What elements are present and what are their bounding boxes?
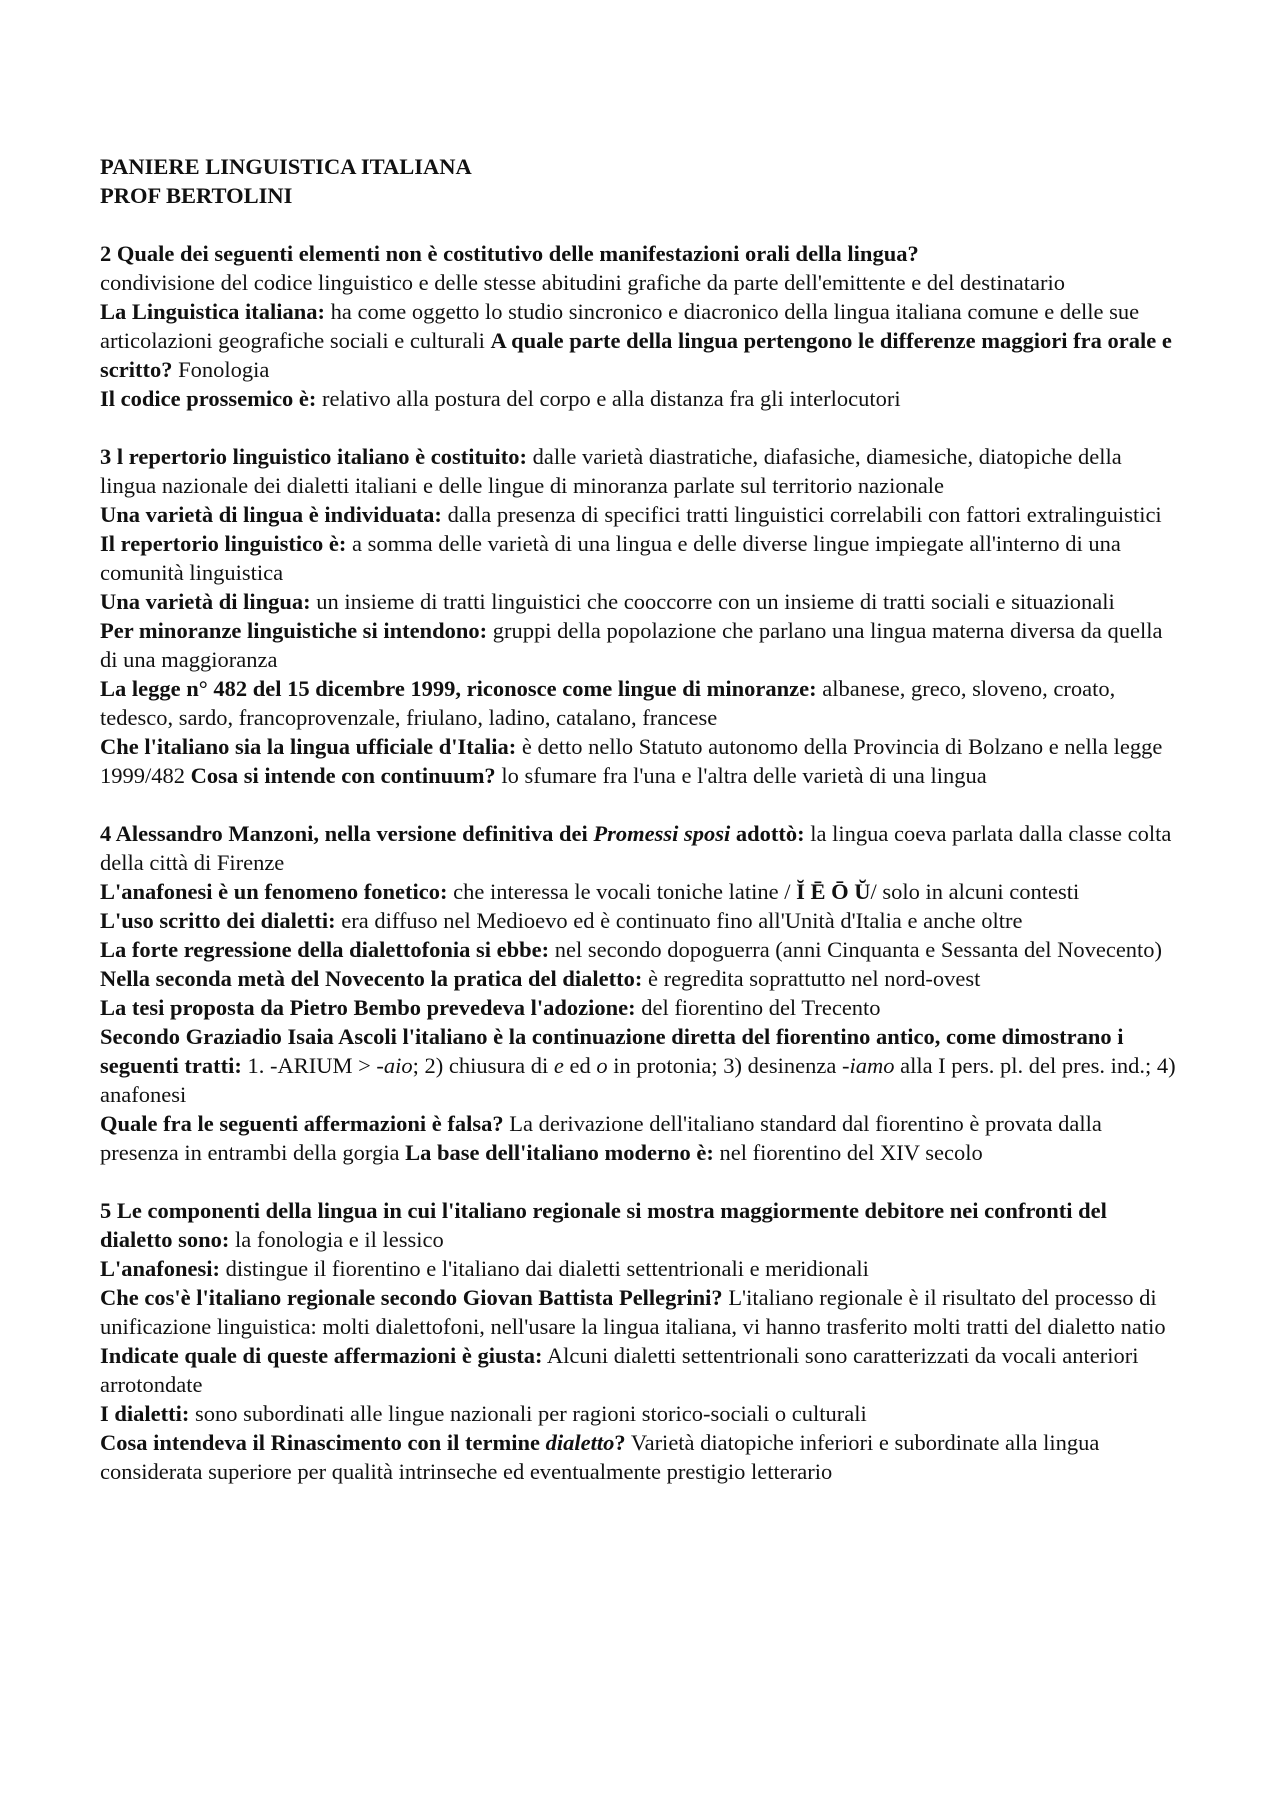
question: La Linguistica italiana: [100,299,326,324]
answer: che interessa le vocali toniche latine / [447,879,797,904]
answer: 1. -ARIUM > - [241,1053,384,1078]
question [100,1430,626,1455]
question: 3 l repertorio linguistico italiano è costituito: [100,444,528,469]
qa-item [100,1022,1180,1109]
answer-italic: e [553,1053,564,1078]
answer: la fonologia e il lessico [229,1227,444,1252]
question: La forte regressione della dialettofonia si ebbe: [100,937,550,962]
qa-item [100,1428,1180,1486]
question: Il codice prossemico è: [100,386,317,411]
answer: ed [563,1053,597,1078]
question: L'anafonesi è un fenomeno fonetico: [100,879,448,904]
qa-item [100,529,1180,587]
question-text: adottò: [730,821,805,846]
answer: in protonia; 3) desinenza - [607,1053,850,1078]
qa-item [100,384,1180,413]
question: La legge n° 482 del 15 dicembre 1999, riconosce come lingue di minoranze: [100,676,817,701]
qa-item [100,877,1180,906]
answer-italic: aio [383,1053,413,1078]
question: Per minoranze linguistiche si intendono: [100,618,488,643]
question: Indicate quale di queste affermazioni è giusta: [100,1343,543,1368]
qa-item [100,587,1180,616]
answer: albanese, greco, sloveno, croato, tedesco, sardo, francoprovenzale, friulano, ladino, catalano, francese [100,676,1116,730]
answer-bold: Ĭ Ē Ō Ŭ [796,879,871,904]
answer: gruppi della popolazione che parlano una lingua materna diversa da quella di una maggioranza [100,618,1163,672]
answer: / solo in alcuni contesti [870,879,1080,904]
question: Secondo Graziadio Isaia Ascoli l'italiano è la continuazione diretta del fiorentino antico, come dimostrano i seguenti tratti: [100,1024,1124,1078]
qa-item [100,442,1180,500]
answer: era diffuso nel Medioevo ed è continuato fino all'Unità d'Italia e anche oltre [335,908,1023,933]
answer: relativo alla postura del corpo e alla distanza fra gli interlocutori [316,386,901,411]
qa-item [100,964,1180,993]
answer-italic: iamo [849,1053,895,1078]
qa-item [100,1399,1180,1428]
answer: distingue il fiorentino e l'italiano dai dialetti settentrionali e meridionali [220,1256,869,1281]
answer: a somma delle varietà di una lingua e delle diverse lingue impiegate all'interno di una comunità linguistica [100,531,1121,585]
answer: sono subordinati alle lingue nazionali per ragioni storico-sociali o culturali [189,1401,867,1426]
answer: un insieme di tratti linguistici che cooccorre con un insieme di tratti sociali e situazionali [310,589,1115,614]
document-page [100,152,1180,1486]
section-3 [100,442,1180,790]
question: Nella seconda metà del Novecento la pratica del dialetto: [100,966,643,991]
qa-item [100,500,1180,529]
answer: Alcuni dialetti settentrionali sono caratterizzati da vocali anteriori arrotondate [100,1343,1139,1397]
question: Una varietà di lingua è individuata: [100,502,442,527]
qa-item [100,1196,1180,1254]
qa-item [100,1254,1180,1283]
question: Che cos'è l'italiano regionale secondo Giovan Battista Pellegrini? [100,1285,723,1310]
qa-item [100,1283,1180,1341]
answer: nel fiorentino del XIV secolo [713,1140,983,1165]
answer: condivisione del codice linguistico e delle stesse abitudini grafiche da parte dell'emittente e del destinatario [100,270,1065,295]
answer: nel secondo dopoguerra (anni Cinquanta e Sessanta del Novecento) [549,937,1163,962]
document-subtitle: PROF BERTOLINI [100,183,293,208]
answer: ; 2) chiusura di [412,1053,554,1078]
section-4 [100,819,1180,1167]
question [100,821,805,846]
qa-item [100,819,1180,877]
question: Il repertorio linguistico è: [100,531,347,556]
qa-item [100,1341,1180,1399]
section-2 [100,239,1180,413]
question: 5 Le componenti della lingua in cui l'italiano regionale si mostra maggiormente debitore nei confronti del dialetto sono: [100,1198,1107,1252]
answer: lo sfumare fra l'una e l'altra delle varietà di una lingua [495,763,987,788]
question-text: 4 Alessandro Manzoni, nella versione definitiva dei [100,821,594,846]
answer: Fonologia [172,357,270,382]
question: La base dell'italiano moderno è: [405,1140,714,1165]
question: Cosa si intende con continuum? [190,763,496,788]
answer-italic: o [596,1053,608,1078]
qa-item [100,297,1180,384]
document-title: PANIERE LINGUISTICA ITALIANA [100,154,472,179]
answer: alla I pers. pl. del pres. ind.; 4) anafonesi [100,1053,1176,1107]
question: Quale fra le seguenti affermazioni è falsa? [100,1111,504,1136]
qa-item [100,732,1180,790]
qa-item [100,616,1180,674]
answer: L'italiano regionale è il risultato del processo di unificazione linguistica: molti dialettofoni, nell'usare la lingua italiana, vi hanno trasferito molti tratti del dialetto natio [100,1285,1166,1339]
question: I dialetti: [100,1401,190,1426]
answer: La derivazione dell'italiano standard dal fiorentino è provata dalla presenza in entrambi della gorgia [100,1111,1102,1165]
question: La tesi proposta da Pietro Bembo prevedeva l'adozione: [100,995,636,1020]
question: A quale parte della lingua pertengono le differenze maggiori fra orale e scritto? [100,328,1172,382]
question: 2 Quale dei seguenti elementi non è costitutivo delle manifestazioni orali della lingua? [100,241,919,266]
answer: è regredita soprattutto nel nord-ovest [642,966,981,991]
section-5 [100,1196,1180,1486]
qa-item [100,239,1180,297]
question-italic: Promessi sposi [593,821,731,846]
answer: è detto nello Statuto autonomo della Provincia di Bolzano e nella legge 1999/482 [100,734,1163,788]
question-italic: dialetto [545,1430,615,1455]
answer: dalla presenza di specifici tratti linguistici correlabili con fattori extralinguistici [441,502,1162,527]
qa-item [100,993,1180,1022]
qa-item [100,935,1180,964]
question: L'uso scritto dei dialetti: [100,908,336,933]
question: Una varietà di lingua: [100,589,311,614]
question: L'anafonesi: [100,1256,221,1281]
answer: Varietà diatopiche inferiori e subordinate alla lingua considerata superiore per qualità intrinseche ed eventualmente prestigio letterario [100,1430,1100,1484]
qa-item [100,1109,1180,1167]
question: Che l'italiano sia la lingua ufficiale d'Italia: [100,734,517,759]
answer: ha come oggetto lo studio sincronico e diacronico della lingua italiana comune e delle sue articolazioni geografiche sociali e culturali [100,299,1140,353]
answer: la lingua coeva parlata dalla classe colta della città di Firenze [100,821,1172,875]
qa-item [100,906,1180,935]
qa-item [100,674,1180,732]
answer: del fiorentino del Trecento [635,995,881,1020]
question-text: Cosa intendeva il Rinascimento con il termine [100,1430,546,1455]
question-text: ? [614,1430,626,1455]
answer: dalle varietà diastratiche, diafasiche, diamesiche, diatopiche della lingua nazionale dei dialetti italiani e delle lingue di minoranza parlate sul territorio nazionale [100,444,1122,498]
